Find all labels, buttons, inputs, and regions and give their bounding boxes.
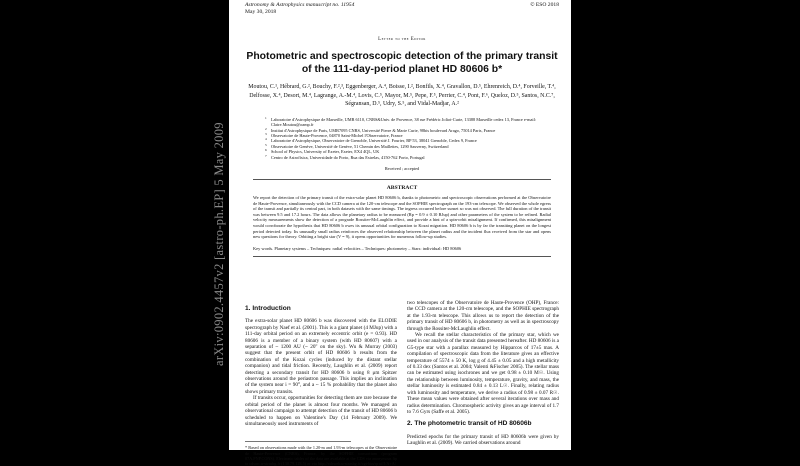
section-heading-introduction: 1. Introduction bbox=[245, 305, 291, 312]
affiliation: 1 Laboratoire d'Astrophysique de Marseille, UMR 6110, CNRS&Univ. de Provence, 38 rue Frédéric Joliot-Curie, 13388 Marseille cedex 13, France e-mail: Claire.Moutou@oamp.fr bbox=[265, 115, 537, 128]
manuscript-date: May 30, 2018 bbox=[245, 9, 277, 15]
paper-title bbox=[245, 50, 559, 76]
paper-title-text: Photometric and spectroscopic detection of the primary transit of the 111-day-period planet HD 80606 b bbox=[246, 51, 558, 75]
abstract-text: We report the detection of the primary transit of the extra-solar planet HD 80606 b, thanks to photometric and spectroscopic observations performed at the Observatoire de Haute-Provence, simultaneously with the CCD camera at the 120-cm telescope and the SOPHIE spectrograph on the 193-cm telescope. We observed the whole egress of the transit and partially its central part, in both datasets with the same timings. The ingress occurred before sunset so was not observed. The full duration of the transit was between 9.5 and 17.2 hours. The data allows the planetary radius to be measured (Rp = 0.9 ± 0.10 RJup) and other parameters of the system to be refined. Radial velocity measurements show the detection of a prograde Rossiter-McLaughlin effect, and provide a hint of a spin-orbit misalignment. If confirmed, this misalignment would corroborate the hypothesis that HD 80606 b owes its unusual orbital configuration to Kozai migration. HD 80606 b is by far the transiting planet on the longest period detected today. Its unusually small radius reinforces the observed relationship between the planet radius and the incident flux received from the star and opens new questions for theory. Orbiting a bright star (V = 9), it opens opportunities for numerous follow-up studies. bbox=[253, 195, 551, 240]
abstract-top-rule bbox=[253, 179, 551, 180]
footnote bbox=[245, 441, 398, 466]
journal-name: Astronomy & Astrophysics manuscript no. 11954 bbox=[245, 2, 355, 8]
paragraph: We recall the stellar characteristics of the primary star, which we used in our analysis of the transit data presented hereafter. HD 80606 is a G5-type star with a parallax measured by Hipparcos of 17±5 mas. A compilation of spectroscopic data from the literature gives an effective temperature of 5574 ± 50 K, log g of 4.45 ± 0.05 and a high metallicity of 0.33 dex (Santos et al. 2004; Valenti &Fischer 2005). The stellar mass can be estimated using isochrones and we get 0.98 ± 0.10 M☉. Using the relationship between luminosity, temperature, gravity, and mass, the stellar luminosity is estimated 0.84 ± 0.13 L☉. Finally, relating radius with luminosity and temperature, we derive a radius of 0.98 ± 0.07 R☉. These mean values were obtained after several iterations over mass and radius determination. Chromospheric activity gives an age interval of 1.7 to 7.6 Gyrs (Saffe et al. 2005). bbox=[407, 332, 559, 415]
footnote-text: * Based on observations made with the 1.20-m and 1.93-m telescopes at the Observatoire de Haute-Provence (CNRS), France, by the SOPHIE consortium (program 07A.PNP.CONS). Electronic tables of the data are available at the CDS via anonymous ftp to cdsarc.u-strasbg.fr (130.79.128.5) or via http://cdsweb.u-strasbg.fr/cgi-bin/qcat?J/A+A/ bbox=[245, 445, 398, 466]
section-heading-photometric-transit: 2. The photometric transit of HD 80606b bbox=[407, 420, 532, 428]
left-column bbox=[245, 300, 397, 466]
received-line: Received ; accepted bbox=[384, 166, 420, 172]
abstract-bottom-rule bbox=[253, 256, 551, 257]
paragraph: Predicted epochs for the primary transit of HD 80606b were given by Laughlin et al. (2009). We carried observations around bbox=[407, 433, 559, 447]
affiliation: 5 Observatoire de Genève, Université de Genève, 51 Chemin des Maillettes, 1290 Sauverny, Switzerland bbox=[265, 142, 449, 149]
arxiv-stamp: arXiv:0902.4457v2 [astro-ph.EP] 5 May 2009 bbox=[212, 122, 226, 366]
affiliation: 3 Observatoire de Haute-Provence, 04870 Saint-Michel l'Observatoire, France bbox=[265, 132, 403, 138]
affiliation: 7 Centro de Astrofísica, Universidade do Porto, Rua das Estrelas, 4150-762 Porto, Portugal bbox=[265, 153, 425, 160]
affiliation: 6 School of Physics, University of Exeter, Exeter, EX4 4QL, UK bbox=[265, 148, 380, 155]
section-label: Letter to the Editor bbox=[378, 37, 426, 42]
paragraph: two telescopes of the Observatoire de Haute-Provence (OHP), France: the CCD camera at the 120-cm telescope, and the SOPHIE spectrograph at the 1.93-m telescope. This allows us to report the detection of the primary transit of HD 80606 b, in photometry as well as in spectroscopy through the Rossiter-McLaughlin effect. bbox=[407, 300, 559, 332]
paragraph: If transits occur, opportunities for detecting them are rare because the orbital period of the planet is almost four months. We managed an observational campaign to attempt detection of the transit of HD 80606 b scheduled to happen on Valentine's Day (14 February 2009). We simultaneously used instruments of bbox=[245, 395, 397, 427]
paragraph: The extra-solar planet HD 80606 b was discovered with the ELODIE spectrograph by Naef et al. (2001). This is a giant planet (4 MJup) with a 111-day orbital period on an extremely eccentric orbit (e = 0.93). HD 80606 is a member of a binary system (with HD 80607) with a separation of ~ 1200 AU (~ 20" on the sky). Wu & Murray (2003) suggest that the present orbit of HD 80606 b results from the combination of the Kozai cycles (induced by the distant stellar companion) and tidal friction. Recently, Laughlin et al. (2009) report detecting a secondary transit for HD 80606 b using 8 μm Spitzer observations around the periastron passage. This implies an inclination of the system near i = 90°, and a ~ 15 % probability that the planet also shows primary transits. bbox=[245, 318, 397, 395]
keywords: Key words. Planetary systems – Techniques: radial velocities – Techniques: photometry – Stars: individual: HD 80606 bbox=[253, 245, 462, 251]
author-list: Moutou, C.¹, Hébrard, G.², Bouchy, F.²,³, Eggenberger, A.⁴, Boisse, I.², Bonfils, X.⁴, Gravallon, D.⁵, Ehrenreich, D.⁴, Forveille, T.⁴, Delfosse, X.⁴, Desort, M.⁴, Lagrange, A.-M.⁴, Lovis, C.⁵, Mayor, M.⁵, Pepe, F.⁵, Perrier, C.⁴, Pont, F.⁶, Queloz, D.⁵, Santos, N.C.⁷, Ségransan, D.⁵, Udry, S.⁵, and Vidal-Madjar, A.² bbox=[248, 84, 556, 108]
affiliation: 4 Laboratoire d'Astrophysique, Observatoire de Grenoble, Université J. Fourier, BP 53, 38041 Grenoble, Cedex 9, France bbox=[265, 137, 477, 144]
paper-page bbox=[229, 0, 571, 466]
right-column bbox=[407, 300, 559, 466]
running-header bbox=[245, 2, 559, 16]
title-footnote-mark: * bbox=[498, 64, 503, 75]
body-columns bbox=[245, 300, 559, 466]
copyright: © ESO 2018 bbox=[530, 2, 559, 8]
affiliation: 2 Institut d'Astrophysique de Paris, UMR7095 CNRS, Université Pierre & Marie Curie, 98bis boulevard Arago, 75014 Paris, France bbox=[265, 126, 496, 133]
abstract-heading: ABSTRACT bbox=[386, 185, 418, 192]
affiliation-list bbox=[265, 117, 549, 160]
